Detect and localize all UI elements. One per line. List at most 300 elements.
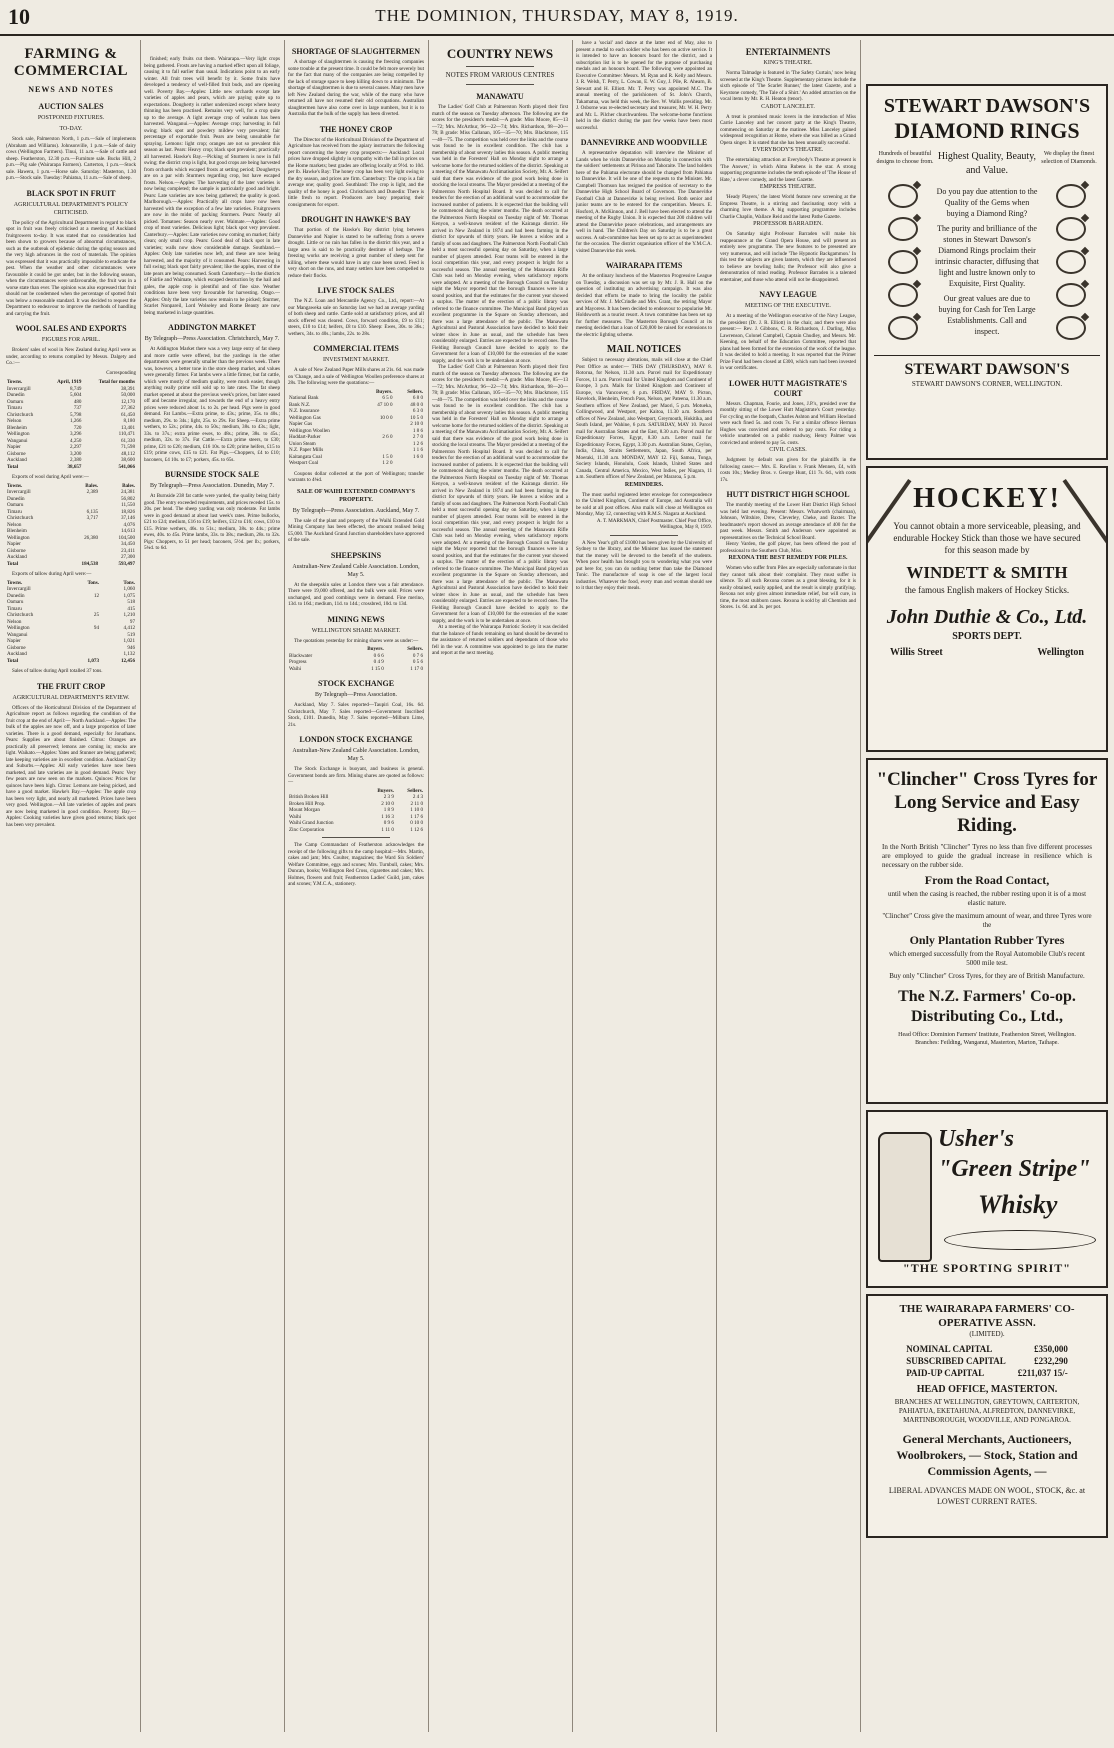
table-row-label: Napier: [7, 444, 21, 450]
article-empress: 'Heady Players,' the latest World feature now screening at the Empress Theatre, is a stirring and fascinating story with a charming love theme. A big supporting programme includes Charlie Chaplin, Wallace Reid and the latest Pathe Gazette.: [720, 194, 856, 220]
ad-hockey-title: HOCKEY!: [913, 483, 1061, 514]
wool-exports-table: [6, 483, 136, 568]
ad-ushers-whisky: [866, 1110, 1108, 1288]
table-cell: 10 0 0: [379, 414, 393, 421]
table-cell: 26,380: [84, 534, 99, 541]
table-cell: 6 3 0: [412, 408, 423, 414]
table-row-label: Oamaru: [7, 398, 24, 405]
divider: [466, 84, 534, 85]
ad-wairarapa-farmers: [866, 1294, 1108, 1538]
table-cell: 104,500: [118, 534, 135, 541]
table-row-label: Invercargill: [7, 385, 31, 392]
heading-navy-league: NAVY LEAGUE: [759, 290, 817, 299]
table-row-label: Christchurch: [7, 411, 34, 418]
heading-sheepskins: SHEEPSKINS: [330, 550, 382, 560]
heading-honey: THE HONEY CROP: [319, 124, 393, 134]
table-cell: 71,598: [120, 444, 135, 450]
column-4: [432, 40, 568, 1732]
article-mail-notices: Subject to necessary alterations, mails will close at the Chief Post Office as under:— THIS DAY (THURSDAY), MAY 8. Rotorua, for Nelson, 11.30 a.m. Parcel mail for Expeditionary Forces, 11 a.m. Parcel mail for United Kingdom and Continent of Europe, 3 p.m. Mails for United Kingdom and Continent of Europe, via Vancouver, 6 p.m. FRIDAY, MAY 9. Picton, Havelock, Blenheim, French Pass, Nelson, per Pateena, 11.30 a.m. Southern offices of New Zealand, per Maori, 5 p.m. Motueka, Collingwood, and Westport, per Kaitoa, 11.30 a.m. Southern offices of New Zealand, also Westport, Greymouth, Hokitika, and South Island, per Wahine, 6 p.m. SATURDAY, MAY 10. Parcel mail for Australian States and the East, 8.30 a.m. Parcel mail for Expeditionary Forces, Egypt, 8.30 a.m. Letter mail for Expeditionary Forces, Egypt, 3.30 p.m. Australian States, Ceylon, India, China, Straits Settlements, Japan, South Africa, per Moeraki, 11.30 a.m. MONDAY, MAY 12. Fiji, Samoa, Tonga, Society Islands, Honolulu, Cook Islands, United States and Canada, Central America, Mexico, West Indies, per Niagara, 11 a.m. Southern offices of New Zealand, per Mararoa, 5 p.m.: [576, 357, 712, 480]
table-row-label: Total: [7, 657, 19, 664]
page-number: 10: [8, 4, 30, 29]
ad-stewart-footer-address: STEWART DAWSON'S CORNER, WELLINGTON.: [911, 380, 1063, 388]
table-cell: 23,411: [121, 547, 135, 554]
table-cell: 6 5 0: [382, 395, 393, 401]
table-cell: Buyers.: [367, 646, 384, 652]
table-row-label: Timaru: [7, 605, 22, 612]
table-cell: 946: [127, 644, 135, 651]
column-3: [288, 40, 424, 1732]
table-row-label: Dunedin: [7, 592, 25, 599]
table-row-label: Broken Hill Prop.: [289, 800, 326, 807]
table-cell: 25: [93, 612, 100, 618]
ad-stewart-copy: [935, 182, 1039, 347]
table-cell: 593,497: [118, 560, 135, 567]
article-navy-league: At a meeting of the Wellington executive of the Navy League, the president (Dr. J. R. Elliott) in the chair, and there were also present:— Rev. J. Gibbons, C. R. Richardson, J. Darling, Miss Lawrenson, Colonel Campbell, Captain Chudley, and Messrs. Mr. Keening, on behalf of the Education Committee, reported that plans had been formed for the extension of the work of the league. It was decided to hold a meeting. It was reported that the Primer Prize Fund had been closed at £300, which sum had been invested in war certificates.: [720, 313, 856, 371]
article-cabot: A treat is promised music lovers in the introduction of Miss Carrie Lanceley and her concert party at the King's Theatre, commencing on Saturday at the matinee. Miss Lanceley gained widespread recognition at Home, where she was billed as a Grand Opera singer. It is stated that she has been unusually successful.: [720, 113, 856, 146]
table-row-label: Blenheim: [7, 424, 27, 431]
table-row-label: Gisborne: [7, 644, 26, 651]
heading-rexona: REXONA THE BEST REMEDY FOR PILES.: [728, 555, 848, 561]
ring-icon: [888, 217, 918, 241]
ad-stewart-title: STEWART DAWSON'S: [883, 95, 1091, 117]
table-row-label: Zinc Corporation: [289, 826, 325, 833]
article-fruit-crop: Officers of the Horticultural Division of the Department of Agriculture report as follows regarding the condition of the fruit crop at the end of April:— North Auckland.—Apples: The bulk of the apples are now off, and a large proportion of later varieties. There is a good demand, especially for Jonathans. Pears: Supplies are about finished. Citrus: Oranges are practically all preserved; lemons are coming in; stocks are light. Waikato.—Apples: Yates and Stunner are being gathered; late keeping varieties are in excellent condition. Auckland City and Suburbs.—Apples: All early varieties have now been marketed, and late varieties are in good demand. Pears: Very few pears are now seen on the markets. Quinces: Prices for quinces have been high. Citrus: Lemons are being picked, and have a good market. Hawke's Bay.—Apples: The apple crop has been very light, and nearly all marketed. Prices have been very good. Wellington.—All late varieties of apples and pears are now being marketed in good condition. Poverty Bay.—Apples: Cooking varieties have given good returns; black spot has been very prevalent.: [6, 704, 136, 828]
article-wairarapa-items: At the ordinary luncheon of the Masterton Progressive League on Tuesday, a discussion was set up by Mr. J. R. Hall on the question of instituting an advertising campaign. It was also decided that efforts be made to bring the locality the public services of Mr. J. McCrindle and Mrs. Grant, the retiring Mayor and Mayoress. It has been decided to endeavour to popularise Mt. Holdsworth as a tourist resort. A town committee has been set up for further measures. The Masterton Borough Council at its meeting decided that a loan of £20,000 be raised for extensions to the electric lighting scheme.: [576, 273, 712, 338]
table-cell: 4,076: [123, 521, 135, 528]
table-cell: Sellers.: [407, 787, 423, 794]
table-cell: Sellers.: [407, 646, 423, 652]
london-table: [288, 788, 424, 834]
table-cell: 2 3 9: [383, 794, 394, 800]
table-row-label: Total: [7, 463, 19, 470]
postmaster-signature: A. T. MARKMAN, Chief Postmaster. Chief Post Office, Wellington, May 8, 1919.: [596, 517, 712, 530]
table-row-label: Towns.: [7, 579, 23, 586]
ad-wairarapa-limited: (LIMITED).: [969, 1330, 1005, 1338]
table-row-label: Westport Coal: [289, 460, 319, 466]
article-dannevirke: A representative deputation will interview the Minister of Lands when he visits Dannevirke on Monday in connection with the soldiers' settlements at Pirinoa and Tahoraite. The land holders here of the Pahiatua electorate should be changed from Pahiatua to Dannevirke. It will be one of the requests to the Minister. Mr. Campbell Thomson has resigned the position of secretary to the Dannevirke High School Board of Governors. The Dannevirke Football Club at Dannevirke is being revived. Both senior and junior teams are to be entered for the competition. Messrs. E. Hosford, A. McKinnon, and J. Bell have been elected to attend the meeting of the Rugby Union. It is expected that 200 children will attend the Dannevirke peace celebrations, and arrangements are well in hand. The Children's Day on Saturday is to be a great success. A sub-committee has been set up to act as superintendent for the occasion. The district organisation officer of the Y.M.C.A. visited Dannevirke this week.: [576, 150, 712, 254]
ad-clincher-text6: which emerged successfully from the Royal Automobile Club's recent 5000 mile test.: [889, 950, 1085, 967]
column-rule: [428, 40, 429, 1732]
table-cell: 12,456: [120, 657, 135, 664]
column-6: [720, 40, 856, 1732]
article-exports: Exports of wool during April were:—: [12, 474, 89, 480]
table-cell: 519: [127, 631, 135, 638]
table-cell: 48 0 0: [410, 401, 423, 408]
article-tallow-note: Sales of tallow during April totalled 37 tons.: [12, 668, 103, 674]
subheading-wool: FIGURES FOR APRIL.: [41, 337, 101, 343]
table-cell: 24,381: [120, 489, 135, 495]
table-cell: 8,749: [70, 385, 82, 392]
capital-value: £211,037 15/-: [1017, 1368, 1068, 1378]
table-cell: 1,266: [70, 418, 82, 424]
column-rule: [860, 40, 861, 1732]
heading-drought: DROUGHT IN HAWKE'S BAY: [301, 215, 411, 224]
heading-reminders: REMINDERS.: [624, 481, 664, 488]
ad-hockey-shop: John Duthie & Co., Ltd.: [886, 606, 1088, 628]
ad-hockey-city: Wellington: [1037, 647, 1084, 658]
table-cell: 0 7 6: [412, 652, 423, 659]
table-row-label: Auckland: [7, 554, 27, 560]
table-cell: Tons.: [87, 579, 100, 586]
ring-icon: [888, 316, 918, 340]
article-slaughtermen: A shortage of slaughtermen is causing the freezing companies some trouble at the present time. It could be felt more severely but for the fact that many of the companies are being compelled by the lack of storage space to keep killing down to a minimum. The shortage of slaughtermen is due to several causes. Many men have left New Zealand during the war, while of the many who have returned all have not resumed their old occupations. Australian slaughtermen have also come over in large numbers, but it is to Australia that the bulk of the supply has been diverted.: [288, 59, 424, 117]
ad-hockey: [866, 466, 1108, 752]
capital-row: [900, 1355, 1074, 1367]
table-row-label: N.Z. Paper Mills: [289, 447, 324, 453]
table-cell: 2,380: [70, 457, 82, 463]
subheading-waihi-sale: By Telegraph—Press Association. Auckland, May 7.: [292, 507, 420, 514]
tallow-exports-table: [6, 580, 136, 665]
heading-kings-theatre: KING'S THEATRE.: [763, 60, 813, 66]
table-cell: 1 5 0: [382, 453, 393, 460]
subheading-country-news: NOTES FROM VARIOUS CENTRES: [445, 71, 555, 79]
table-cell: 1 10 0: [410, 807, 423, 813]
table-cell: 61,450: [120, 411, 135, 418]
ad-ushers-name: "Green Stripe": [938, 1156, 1091, 1182]
table-cell: 38,391: [120, 385, 135, 392]
ad-clincher-text1: In the North British "Clincher" Tyres no less than five different processes are employed to guide the gradual increase in resilience which is necessary on the rubber side.: [882, 843, 1092, 869]
table-row: [288, 827, 424, 834]
table-row-label: Gisborne: [7, 547, 26, 554]
subheading-black-spot: AGRICULTURAL DEPARTMENT'S POLICY CRITICISED.: [13, 201, 129, 216]
table-row-label: Mount Morgan: [289, 807, 320, 813]
table-cell: 38,657: [67, 463, 82, 470]
article-sheepskins: At the sheepskin sales at London there was a fair attendance. There were 19,000 offered, and the bulk were sold. Prices were unchanged, and good combings were in demand. Fine merino, 13d. to 16d.; medium, 11d. to 14d.; crossbred, 10d. to 13d.: [288, 581, 424, 607]
ad-hockey-text2: the famous English makers of Hockey Sticks.: [904, 585, 1070, 595]
table-cell: 1,060: [123, 586, 135, 592]
table-row-label: Wanganui: [7, 631, 28, 638]
table-cell: 2 11 0: [410, 800, 423, 807]
ad-stewart-body1: Do you pay due attention to the Quality of the Gems when buying a Diamond Ring?: [936, 187, 1038, 218]
table-row-label: Wellington Woollen: [289, 427, 330, 434]
ad-wairarapa-general: General Merchants, Auctioneers, Woolbrokers, — Stock, Station and Commission Agents, —: [896, 1432, 1078, 1478]
article-kings-theatre: Norma Talmadge is featured in 'The Safety Curtain,' now being screened at the King's Theatre. Supplementary pictures include the sixth episode of 'The Scarlet Runner,' the latest Gazette, and a Keystone comedy, 'The Tale of a Shirt.' An added attraction on the vocal items by Mr. R. H. Heaton (tenor).: [720, 70, 856, 102]
table-row-label: Christchurch: [7, 612, 34, 618]
table-cell: 50,000: [120, 392, 135, 398]
table-cell: 1,021: [123, 638, 135, 644]
table-row-label: N.Z. Insurance: [289, 408, 320, 414]
table-cell: 6,135: [86, 508, 99, 515]
heading-everybodys: EVERYBODY'S THEATRE.: [752, 147, 824, 153]
table-cell: 2 7 0: [412, 434, 423, 440]
table-row-label: Dunedin: [7, 392, 25, 398]
table-row-label: Invercargill: [7, 489, 31, 495]
mining-table: [288, 646, 424, 672]
heading-empress: EMPRESS THEATRE.: [759, 184, 817, 190]
table-cell: Sellers.: [407, 388, 423, 395]
wool-table-caption: Corresponding: [106, 370, 136, 376]
heading-country-news: COUNTRY NEWS: [446, 46, 554, 61]
article-wool: Brokers' sales of wool in New Zealand during April were as under, according to returns compiled by Messrs. Dalgety and Co.:—: [6, 347, 136, 366]
divider: [322, 837, 390, 838]
table-cell: 1,132: [123, 651, 135, 657]
table-cell: 8,180: [123, 418, 135, 424]
article-professor: On Saturday night Professor Barraden will make his reappearance at the Grand Opera House, and will present an entirely new programme. The new features to be presented are very numerous, and will include 'The Hypnotic Backgammon.' In this test the subjects are given lantern, which they are influenced to believe are bowling balls; the Professor will also give a demonstration of mind reading. Professor Barraden is a talented entertainer, and those who attend will not be disappointed.: [720, 231, 856, 283]
article-burnside: At Burnside 238 fat cattle were yarded, the quality being fairly good. The entry exceeded requirements, and prices receded 15s. to 20s. per head. The sheep yarding was only moderate. Fat lambs were in good demand at about last week's rates. Prime bullocks, £21 to £24; medium, £16 to £19; heifers, £12 to £16; cows, £10 to £15. Prime wethers, 46s. to 51s.; medium, 38s. to 44s.; prime ewes, 40s. to 45s. Prime lambs, 33s. to 38s.; medium, 28s. to 32s. Pigs: Choppers, to 51 per head; baconers, 5½d. per lb.; porkers, 5¾d. to 6d.: [144, 493, 280, 551]
ring-icon: [1056, 217, 1086, 241]
ad-hockey-text1: You cannot obtain a more serviceable, pleasing, and endurable Hockey Stick than those we have secured for this season made by: [893, 521, 1081, 555]
heading-hutt-district-school: HUTT DISTRICT HIGH SCHOOL: [726, 490, 850, 499]
article-hutt-district-school: The monthly meeting of the Lower Hutt District High School was held last evening. Present: Messrs. Whatworth (chairman), Johnson, Wiltshire, Drew, Cleverley, Cheke, and Baxter. The headmaster's report showed an average attendance of 400 for the past week. Messrs. Smith and Anderson were appointed as representatives on the Technical School Board.: [720, 502, 856, 541]
article-tallow: Exports of tallow during April were:—: [12, 571, 92, 577]
ad-hockey-brand: WINDETT & SMITH: [906, 563, 1068, 582]
heading-live-stock: LIVE STOCK SALES: [317, 286, 395, 295]
table-cell: 4,412: [123, 625, 135, 631]
table-row: [288, 666, 424, 673]
capital-label: NOMINAL CAPITAL: [906, 1344, 993, 1354]
table-cell: 94: [93, 625, 100, 631]
table-row-label: Huddart-Parker: [289, 434, 321, 440]
table-cell: 56,802: [120, 495, 135, 502]
ad-wairarapa-liberal: LIBERAL ADVANCES MADE ON WOOL, STOCK, &c. at LOWEST CURRENT RATES.: [888, 1486, 1086, 1506]
heading-mining: MINING NEWS: [327, 614, 385, 624]
article-investment-note: Coupons dollar collected at the port of Wellington; transfer warrants to 4¾d.: [288, 470, 424, 483]
ring-icon: [1056, 250, 1086, 274]
ring-icon: [888, 283, 918, 307]
table-row-label: Gisborne: [7, 450, 26, 457]
divider: [466, 66, 534, 67]
ad-clincher-text2: From the Road Contact,: [924, 873, 1050, 887]
table-cell: 1 1 6: [412, 447, 423, 453]
table-row-label: Christchurch: [7, 515, 34, 521]
table-cell: 2,389: [86, 489, 99, 495]
ad-hockey-dept: SPORTS DEPT.: [952, 631, 1022, 642]
heading-black-spot: BLACK SPOT IN FRUIT: [26, 188, 116, 198]
heading-london-exchange: LONDON STOCK EXCHANGE: [299, 735, 413, 744]
table-row-label: Kaitangata Coal: [289, 453, 322, 460]
subheading-fruit-crop: AGRICULTURAL DEPARTMENT'S REVIEW.: [12, 694, 130, 701]
heading-professor: PROFESSOR BARRADEN.: [753, 221, 823, 227]
table-cell: 38,600: [120, 457, 135, 463]
heading-slaughtermen: SHORTAGE OF SLAUGHTERMEN: [291, 47, 421, 56]
heading-civil-cases: CIVIL CASES.: [769, 447, 807, 453]
table-cell: 12,170: [120, 398, 135, 405]
heading-burnside: BURNSIDE STOCK SALE: [164, 470, 260, 479]
table-row-label: Timaru: [7, 508, 22, 515]
wool-sales-table: [6, 379, 136, 470]
ad-clincher-text3: until when the casing is reached, the rubber resting upon it is of a most elastic nature.: [887, 890, 1087, 907]
heading-waihi-sale: SALE OF WAIHI EXTENDED COMPANY'S PROPERTY.: [297, 488, 415, 503]
table-cell: 11,550: [121, 502, 135, 508]
column-5: [576, 40, 712, 1732]
investment-table: [288, 389, 424, 467]
ad-clincher-text4: "Clincher" Cross give the maximum amount of wear, and three Tyres wore the: [882, 912, 1092, 929]
ad-clincher-text7: Buy only "Clincher" Cross Tyres, for they are of British Manufacture.: [889, 972, 1085, 980]
ad-stewart-footer: [874, 355, 1100, 389]
subheading-addington: By Telegraph—Press Association. Christchurch, May 7.: [144, 336, 280, 342]
heading-lower-hutt-court: LOWER HUTT MAGISTRATE'S COURT: [729, 378, 847, 398]
subheading-investment: INVESTMENT MARKET.: [322, 357, 390, 363]
table-total-row: [6, 464, 136, 471]
table-row-label: Invercargill: [7, 586, 31, 592]
ad-ushers-product: Whisky: [978, 1190, 1058, 1219]
table-row-label: Oamaru: [7, 599, 24, 605]
table-row-label: Towns.: [7, 482, 23, 489]
table-row-label: British Broken Hill: [289, 794, 329, 800]
table-cell: 1 15 0: [371, 665, 384, 672]
table-cell: 3,296: [70, 431, 82, 437]
ad-stewart-body2: The purity and brilliance of the stones in Stewart Dawson's Diamond Rings proclaim their intrinsic character, diffusing that light and lustre known only to Exquisite, First Quality.: [935, 224, 1039, 288]
table-cell: 518: [127, 599, 135, 605]
table-total-row: [6, 561, 136, 568]
subheading-navy-league: MEETING OF THE EXECUTIVE.: [745, 303, 831, 309]
table-row-label: Blackwater: [289, 652, 313, 659]
ad-clincher-head-office: Head Office: Dominion Farmers' Institute, Featherston Street, Wellington.: [898, 1032, 1076, 1038]
ad-stewart-rings-left: [872, 182, 934, 347]
table-row-label: Nelson: [7, 521, 22, 528]
article-auction: Stock sale, Palmerston North, 1 p.m.—Sale of implements (Abraham and Williams). Johnsonville, 1 p.m.—Sale of dairy cows (Wellington Farmers). Tinui, 11 a.m.—Sale of cattle and sheep. Featherston, 12.30 p.m.—Furniture sale. Bucks Hill, 2 p.m.—Pig sale (Wairarapa Farmers). Carterton, 1 p.m.—Stock sale. Hawera, 1 p.m.—Horse sale. Saturday: Masterton, 1.30 p.m.—Stock sale. Tuesday: Pahiatua, 11 a.m.—Sale of sheep.: [6, 136, 136, 181]
article-london-exchange: The Stock Exchange is buoyant, and business is general. Government bonds are firm. Mining shares are quoted as follows:—: [288, 766, 424, 785]
table-cell: Tons.: [123, 579, 135, 586]
article-investment: A sale of New Zealand Paper Mills shares at 21s. 6d. was made on 'Change, and a sale of Wellington Woollen preference shares at 28s. The following were the quotations:—: [288, 367, 424, 386]
table-row-label: Napier Gas: [289, 421, 313, 427]
table-cell: 4,250: [70, 437, 82, 444]
heading-manawatu: MANAWATU: [476, 92, 524, 101]
ad-stewart-rings-right: [1040, 182, 1102, 347]
capital-row: [900, 1343, 1074, 1355]
heading-stock-exchange: STOCK EXCHANGE: [317, 679, 395, 688]
table-cell: 0 9 6: [383, 820, 394, 826]
table-cell: 1 17 0: [410, 665, 423, 672]
table-cell: 0 5 6: [412, 659, 423, 665]
table-row: [288, 460, 424, 467]
table-row-label: Towns.: [7, 379, 23, 385]
ad-stewart-body3: Our great values are due to buying for Cash for Ten Large Establishments. Call and inspect.: [938, 294, 1036, 336]
article-patriotic: At a meeting of the Wairarapa Patriotic Society it was decided that the balance of funds remaining on hand should be devoted to the assistance of returned soldiers and dependants of those who fell in the war. A committee was appointed to go into the matter and report at the next meeting.: [432, 624, 568, 656]
article-stock-exchange: Auckland, May 7. Sales reported—Taupiri Coal, 16s. 6d. Christchurch, May 7. Sales reported—Government Inscribed Stock, £101. Dunedin, May 7. Sales reported—Milburn Lime, 21s.: [288, 702, 424, 728]
column-rule: [572, 40, 573, 1732]
section-heading-farming: FARMING & COMMERCIAL: [13, 46, 129, 79]
article-lower-hutt-court: Messrs. Chapman, Fourie, and Jones, J.P.'s, presided over the monthly sitting of the Lower Hutt Magistrate's Court yesterday. For cycling on the footpath, Charles Ashton and William Howland were each fined 5s. and costs 7s. For a similar offence Herman Hughes was convicted and ordered to pay costs. For riding a vehicle unattended on a public roadway, Henry Palmer was convicted and ordered to pay 5s. costs.: [720, 400, 856, 446]
ad-ushers-motto: "THE SPORTING SPIRIT": [903, 1261, 1071, 1275]
table-cell: 1 11 0: [381, 826, 394, 833]
article-manawatu-continued: The Ladies' Golf Club at Palmerston North played their first match of the season on Tuesday afternoon. The following are the scores for the president's medal:—A grade: Miss Moore, 85—13—72; Mrs. McArthur, 96—22—74; Mrs. Richardson, 98—20—78; B grade: Miss Callanan, 105—35—70; Mrs. Blackmore, 115—40—75. The competition was held over the links and the course was found to be in excellent condition. The club has a membership of about seventy ladies this season. A public meeting was held in the Foresters' Hall on Monday night to arrange a welcome home for the returned soldiers of the district. Speaking at a meeting of the Manawatu Acclimatisation Society, Mr. A. Seifert said that there was evidence of the good work being done in stocking the local streams. The Mayor presided at a meeting of the Palmerston North Hospital Board. It was decided to call for tenders for the erection of an additional ward to accommodate the increased number of patients. It is expected that the building will be commenced during the winter months. The death occurred at the Palmerston North Hospital on Tuesday night of Mr. Thomas Kenyon, a well-known resident of the Kairanga district. He arrived in New Zealand in 1874 and had been farming in the district for upwards of thirty years. He leaves a widow and a family of sons and daughters. The Palmerston North Football Club held a most successful opening day on Saturday, when a large number of players attended. Four teams will be entered in the local competition this year, and every prospect is bright for a successful season. The annual meeting of the Manawatu Rifle Club was held on Monday evening, when satisfactory reports were adopted. At a meeting of the Borough Council on Tuesday night the Mayor reported that the borough finances were in a sound position, and that the estimates for the current year showed a surplus. The matter of the erection of a public library was referred to the finance committee. The Municipal Band played an excellent programme in the Square on Sunday afternoon, and there was a large attendance of the public. The Manawatu Agricultural and Pastoral Association have decided to hold their winter show in June as usual, and the schedule has been considerably enlarged. Entries are expected to be record ones. The Fielding Borough Council have decided to apply to the Government for a loan of £10,000 for the extension of the water supply, and the work is to be undertaken at once.: [432, 364, 568, 624]
ad-ushers-brand: Usher's: [938, 1126, 1015, 1152]
table-cell: 1,210: [123, 612, 135, 618]
article-addington: At Addington Market there was a very large entry of fat sheep and more cattle were offered, but the yardings in the other departments were generally smaller than the previous week. There was, however, a better tone in the store sheep market, and values were generally firmer. Fat lambs were a little firmer, but fat cattle, which were mostly of medium quality, were much easier, though anything really prime still sold up to late rates. The fat sheep market opened at about the previous week's prices, but later eased off and became irregular, and towards the end of a heavy entry prices were reduced about 1s. to 2s. per head. Pigs were in good demand. Fat Lambs.—Extra prime, to 43s.; prime, 35s. to 40s.; medium, 29s. to 34s.; light, 25s. to 29s. Fat Sheep.—Extra prime wethers, to 52s.; prime, 44s. to 50s.; medium, 38s. to 43s.; light, 33s. to 37s.; extra prime ewes, to 48s.; prime, 38s. to 45s.; medium, 32s. to 37s. Fat Cattle.—Extra prime steers, to £30; prime, £21 to £26; medium, £16 10s. to £20; prime heifers, £15 to £19; prime cows, £15 to £21. Fat Pigs.—Choppers, £4 to £10; baconers, £4 10s. to £7; porkers, 45s. to 65s.: [144, 346, 280, 463]
capital-label: PAID-UP CAPITAL: [906, 1368, 985, 1378]
ad-clincher-branches: Branches: Feilding, Wanganui, Masterton, Marton, Taihape.: [915, 1040, 1059, 1046]
table-cell: Bales.: [85, 482, 99, 489]
heading-mail-notices: MAIL NOTICES: [606, 344, 682, 355]
table-cell: 27,300: [120, 554, 135, 560]
heading-addington: ADDINGTON MARKET: [168, 323, 256, 332]
ad-wairarapa-branches: BRANCHES AT WELLINGTON, GREYTOWN, CARTERTON, PAHIATUA, EKETAHUNA, ALFREDTON, DANNEVIRKE, MARTINBOROUGH, WOODVILLE, AND PONGAROA.: [894, 1398, 1080, 1424]
table-row-label: Union Steam: [289, 440, 316, 447]
table-row-label: Napier: [7, 638, 21, 644]
table-row-label: Progress: [289, 659, 307, 665]
table-row-label: Timaru: [7, 405, 22, 411]
ad-stewart-right-caption: We display the finest selection of Diamonds.: [1041, 151, 1097, 165]
table-cell: 1 8 9: [383, 807, 394, 813]
masthead-title: THE DOMINION, THURSDAY, MAY 8, 1919.: [375, 6, 739, 25]
column-rule: [284, 40, 285, 1732]
table-cell: 5,604: [70, 392, 82, 398]
table-row-label: Auckland: [7, 651, 27, 657]
table-cell: 541,066: [118, 463, 135, 470]
capital-label: SUBSCRIBED CAPITAL: [906, 1356, 1006, 1366]
table-cell: 3,200: [70, 450, 82, 457]
article-camp-gifts: The Camp Commandant of Featherston acknowledges the receipt of the following gifts to the camp hospital:—Mrs. Martin, cakes and jam; Mrs. Coulter, magazines; the Ward Six Soldiers' Welfare Committee, eggs and scones; Mrs. Turnbull, cakes; Mrs. Duncan, books; Wellington Red Cross, cigarettes and cakes; Mrs. Holmes, flowers and fruit; Featherston Ladies' Guild, jam, cakes and scones; Y.M.C.A., stationery.: [288, 842, 424, 887]
table-cell: 13,401: [120, 424, 135, 431]
table-row-label: Dunedin: [7, 495, 25, 502]
subheading-london-exchange: Australian-New Zealand Cable Association. London, May 5.: [292, 748, 420, 762]
table-cell: 1 8 6: [412, 427, 423, 434]
subheading-sheepskins: Australian-New Zealand Cable Association. London, May 5.: [292, 563, 420, 578]
article-everybodys: The entertaining attraction at Everybody's Theatre at present is 'The Answer,' in which Alma Rubens is the star. A strong supporting programme includes the tenth episode of 'The House of Hate,' a clever comedy, and the latest Gazette.: [720, 157, 856, 183]
table-cell: April, 1919: [57, 379, 82, 385]
table-cell: 0 10 0: [410, 820, 423, 826]
column-2: [144, 56, 280, 1748]
table-cell: 6 8 0: [412, 395, 423, 401]
column-rule: [716, 40, 717, 1732]
ad-clincher-company: The N.Z. Farmers' Co-op. Distributing Co., Ltd.,: [898, 988, 1076, 1025]
ad-wairarapa-title: THE WAIRARAPA FARMERS' CO-OPERATIVE ASSN.: [899, 1303, 1075, 1329]
table-cell: 0 6 6: [373, 652, 384, 659]
ad-hockey-address: [868, 643, 1106, 662]
table-cell: 2 4 3: [412, 794, 423, 800]
article-rexona: Women who suffer from Piles are especially unfortunate in that they cannot talk about their complaint. They must suffer in silence. To all such Rexona comes as a great blessing, for it is easily obtained, easily applied, and the result is simply gratifying. Rexona not only gives almost immediate relief, but will cure, in time, the most stubborn cases. Rexona is sold by all Chemists and Stores. 1s. 6d. and 3s. per pot.: [720, 565, 856, 610]
table-row-label: Waihi Grand Junction: [289, 820, 334, 826]
table-row-label: Wellington Gas: [289, 414, 321, 421]
heading-dannevirke: DANNEVIRKE AND WOODVILLE: [580, 138, 708, 147]
heading-commercial: COMMERCIAL ITEMS: [313, 344, 399, 353]
ring-icon: [888, 250, 918, 274]
table-row-label: Napier: [7, 541, 21, 547]
ad-stewart-subtitle: DIAMOND RINGS: [894, 118, 1080, 143]
article-fruit-continued: finished; early fruits cut them. Wairarapa.—Very light crops being gathered. Frosts are having a marked effect upon all foliage, causing it to fall earlier than usual. Indications point to an early winter. All fruit trees will benefit by it. Some fruits have developed a tendency of well-filled fruit buds, and are ripening well. Poverty Bay.—Apples: Little new orchards except late varieties of apples and pears, which are paying quite up to expectations. Dougherty is rather undersized except where heavy thinning has been practised. Remains very well, for a crop quite up to the average. A light average crop of walnuts has been harvested. Wanganui.—Apples: Average crop; harvesting in full swing; black spot and powdery mildew very prevalent; fair percentage of exportable fruit. Pears are being unsuitable for spraying. Lemons: light crop; oranges are not so prevalent this season as last. Pears: Heavy crop; black spot prevalent; practically all harvested. Hawke's Bay.—Picking of Sturmers is now in full swing; the district crop is light, but good crops are being harvested from orchards which escaped frosts at setting period; Doughertys are on a par with Sturmers regarding crop, but have escaped frosts. Nelson.—Apples: The harvesting of the later varieties is now being completed; the sample is particularly good and bright. Pears: Late varieties are now being gathered; the quality is good. Marlborough.—Apples: Practically all crops have now been harvested with the exception of a few late varieties. Fruitgrowers are now in the midst of packing Sturmers. Pears: Nearly all picked. Tomatoes: Season nearly over. Waimate.—Apples: Good crop of most varieties. Delicious light; black spot very prevalent. Canterbury.—Apples: Late varieties now coming on market; fairly clean; only small crop. Pears: Good deal of black spot in late varieties; walls now show considerable damage. Southland.—Apples: Only late varieties now left, and these are now being harvested, and the majority of it consumed. Pears: Harvesting in full swing; black spot fairly prevalent; like the apples, most of the late pears are being consumed. South Canterbury.—In the districts of Fairlie and Waimate, which escaped destruction by the hail and gales, the apple crop is plentiful and of fine size. Weather conditions have been very favourable for harvesting. Otago.—Apples: Only the late varieties now remain to be picked; Sturmer, Scarlet Nonpareil, Lord Wolseley and Rome Beauty are now being marketed in large quantities.: [144, 56, 280, 316]
ad-stewart-body: [868, 182, 1106, 347]
article-waihi-sale: The sale of the plant and property of the Waihi Extended Gold Mining Company has been effected, the amount realised being £5,000. The Auckland Grand Junction shareholders have approved of the sale.: [288, 517, 424, 543]
table-cell: 2 10 0: [410, 421, 423, 427]
column-rule: [140, 40, 141, 1732]
table-row-label: Nelson: [7, 418, 22, 424]
heading-entertainments: ENTERTAINMENTS: [745, 47, 831, 57]
subheading-today: TO-DAY.: [59, 126, 83, 132]
table-cell: 5,798: [70, 411, 82, 418]
subheading-burnside: By Telegraph—Press Association. Dunedin, May 7.: [149, 483, 275, 489]
table-cell: 10 5 0: [410, 414, 423, 421]
table-cell: 1 6 0: [412, 453, 423, 460]
table-row-label: Waihi: [289, 665, 302, 672]
table-cell: 737: [73, 405, 82, 411]
table-cell: 12: [93, 592, 100, 599]
article-manawatu-end: have a 'social' and dance at the latter end of May, also to present a medal to each soldier who has been on active service. It is intended to have an honours board for the district, and a subscription list is to be opened for the purpose of purchasing medals and an honours board. The following were appointed an Executive Committee: Messrs. M. Ryan and R. Kelly and Messrs. J. R. Welsh, T. Perry, L. Cowan, E. W. Guy, J. Pile, R. Ahearn, B. Stewart and H. Elliott. Mr. T. Perry was appointed M.C. The annual meeting of the parishioners of St. John's Church, Takamatua, was held this week, the Rev. W. Wallis presiding. Mr. J. Osborne was re-elected secretary and treasurer, Mr. W. H. Perry and Mr. L. Pilcher churchwardens. The welcome-home functions held in the district during the past few weeks have been most successful.: [576, 40, 712, 131]
table-row-label: Blenheim: [7, 528, 27, 534]
heading-wool-sales: WOOL SALES AND EXPORTS: [15, 324, 127, 333]
table-cell: 1 17 6: [410, 813, 423, 820]
table-row-label: Wellington: [7, 534, 30, 541]
table-cell: 2,297: [70, 444, 82, 450]
ad-clincher-text5: Only Plantation Rubber Tyres: [909, 933, 1065, 947]
heading-fruit-crop: THE FRUIT CROP: [36, 681, 106, 691]
capital-value: £350,000: [1034, 1344, 1068, 1354]
table-cell: Buyers.: [375, 388, 393, 395]
ad-stewart-footer-name: STEWART DAWSON'S: [904, 361, 1070, 378]
table-cell: [394, 460, 424, 467]
table-cell: 1,073: [87, 657, 100, 664]
ad-stewart-dawson: [866, 84, 1108, 460]
ring-icon: [1056, 184, 1086, 208]
table-cell: 720: [73, 424, 82, 431]
table-row-label: Oamaru: [7, 502, 24, 508]
article-reminders: The most useful registered letter envelope for correspondence to the United Kingdom, Continent of Europe, and Australia will be sold at all post offices. Also mails will close at Wellington on Monday, May 12, connecting with R.M.S. Niagara at Auckland.: [576, 491, 712, 517]
table-cell: 48,112: [121, 450, 135, 457]
capital-table: [900, 1343, 1074, 1379]
article-civil-cases: Judgment by default was given for the plaintiffs in the following cases:— Mrs. E. Rawlins v. Frank Mennen, £4, with costs 10s.; Mediey Bros. v. George Hunt, £11 7s. 6d., with costs 17s.: [720, 457, 856, 483]
article-mining: The quotations yesterday for mining shares were as under:—: [294, 637, 419, 644]
table-total-row: [6, 658, 136, 665]
